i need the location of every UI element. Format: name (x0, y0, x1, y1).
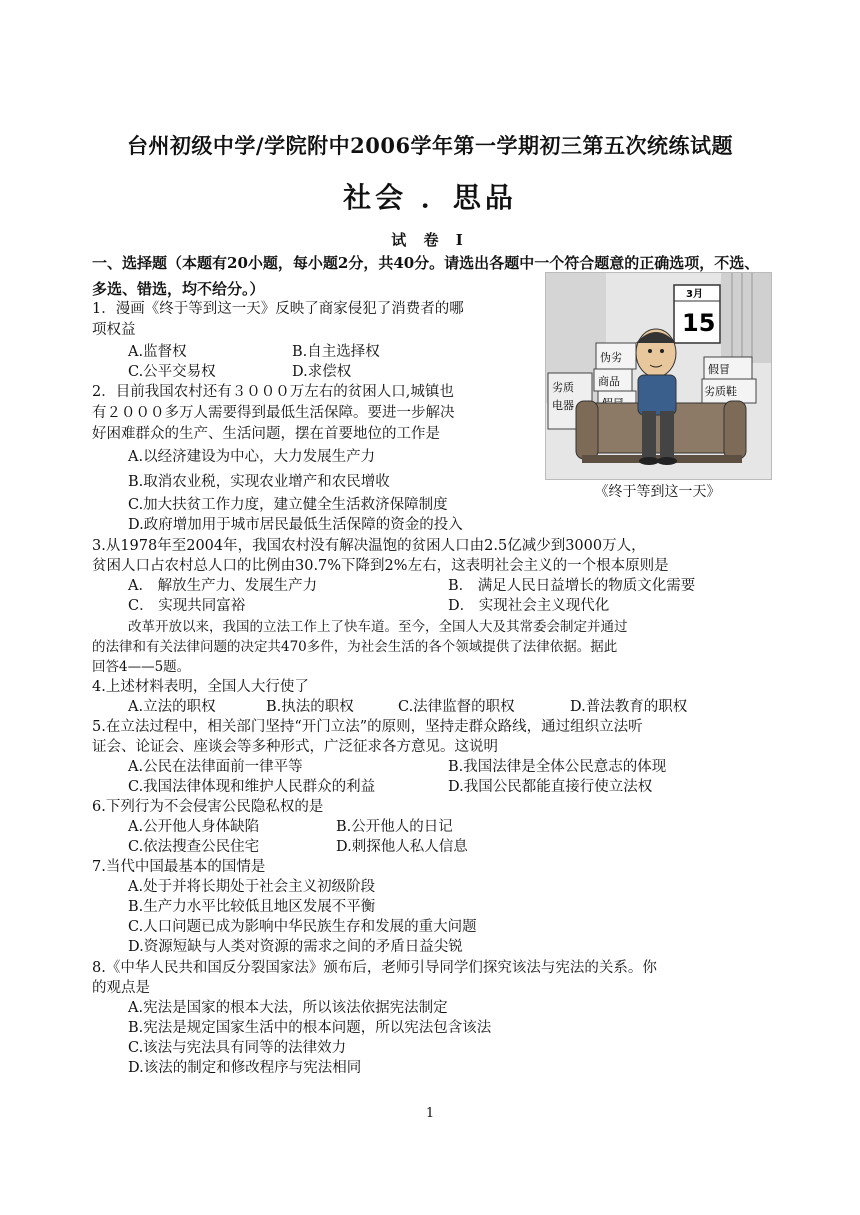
material-line3: 回答4——5题。 (92, 659, 191, 675)
section-heading: 一、选择题（本题有20小题，每小题2分，共40分。请选出各题中一个符合题意的正确选项，不选、多选、错选，均不给分。） (92, 254, 760, 298)
box-tag-1: 伪劣 (600, 351, 622, 364)
box-tag-4: 劣质 (552, 381, 574, 394)
q1-option-b: B.自主选择权 (292, 344, 380, 360)
exam-title: 台州初级中学/学院附中2006学年第一学期初三第五次统练试题 (126, 133, 734, 158)
subject-title: 社会 ．思品 (343, 181, 517, 214)
q1-stem-line1: 1．漫画《终于等到这一天》反映了商家侵犯了消费者的哪 (92, 301, 464, 317)
q7-option-a: A.处于并将长期处于社会主义初级阶段 (128, 879, 376, 895)
box-tag-6: 假冒 (708, 363, 730, 376)
q5-stem-line1: 5.在立法过程中，相关部门坚持“开门立法”的原则，坚持走群众路线，通过组织立法听 (92, 719, 643, 735)
q7-option-d: D.资源短缺与人类对资源的需求之间的矛盾日益尖锐 (128, 939, 463, 955)
q5-option-a: A.公民在法律面前一律平等 (128, 759, 303, 775)
q1-stem-line2: 项权益 (92, 322, 136, 338)
q5-option-d: D.我国公民都能直接行使立法权 (448, 779, 653, 795)
q8-option-b: B.宪法是规定国家生活中的根本问题，所以宪法包含该法 (128, 1020, 492, 1036)
q4-option-b: B.执法的职权 (266, 699, 354, 715)
q2-option-c: C.加大扶贫工作力度，建立健全生活救济保障制度 (128, 497, 448, 513)
q2-stem-line2: 有２０００多万人需要得到最低生活保障。要进一步解决 (92, 405, 455, 421)
q2-option-d: D.政府增加用于城市居民最低生活保障的资金的投入 (128, 517, 463, 533)
q4-option-a: A.立法的职权 (128, 699, 216, 715)
q1-option-a: A.监督权 (128, 344, 187, 360)
q7-stem: 7.当代中国最基本的国情是 (92, 859, 266, 875)
q4-stem: 4.上述材料表明，全国人大行使了 (92, 679, 309, 695)
q2-option-b: B.取消农业税，实现农业增产和农民增收 (128, 474, 390, 490)
q8-option-a: A.宪法是国家的根本大法，所以该法依据宪法制定 (128, 1000, 448, 1016)
q2-stem-line3: 好困难群众的生产、生活问题，摆在首要地位的工作是 (92, 426, 440, 442)
cartoon-caption: 《终于等到这一天》 (594, 484, 721, 500)
q6-option-a: A.公开他人身体缺陷 (128, 819, 260, 835)
q3-option-a: A． 解放生产力、发展生产力 (128, 578, 318, 594)
paper-label: 试 卷 Ⅰ (391, 231, 469, 249)
q8-stem-line1: 8.《中华人民共和国反分裂国家法》颁布后，老师引导同学们探究该法与宪法的关系。你 (92, 960, 657, 976)
q3-option-d: D． 实现社会主义现代化 (448, 598, 610, 614)
q1-option-c: C.公平交易权 (128, 364, 216, 380)
q2-stem-line1: 2．目前我国农村还有３０００万左右的贫困人口,城镇也 (92, 384, 454, 400)
calendar-day: 15 (682, 309, 716, 337)
q5-option-b: B.我国法律是全体公民意志的体现 (448, 759, 667, 775)
q7-option-b: B.生产力水平比较低且地区发展不平衡 (128, 899, 376, 915)
q4-option-c: C.法律监督的职权 (398, 699, 515, 715)
q5-option-c: C.我国法律体现和维护人民群众的利益 (128, 779, 376, 795)
q8-option-c: C.该法与宪法具有同等的法律效力 (128, 1040, 347, 1056)
q3-stem-line2: 贫困人口占农村总人口的比例由30.7%下降到2%左右，这表明社会主义的一个根本原则是 (92, 558, 669, 574)
q6-stem: 6.下列行为不会侵害公民隐私权的是 (92, 799, 324, 815)
material-line1: 改革开放以来，我国的立法工作上了快车道。至今，全国人大及其常委会制定并通过 (128, 619, 628, 635)
q6-option-d: D.刺探他人私人信息 (336, 839, 468, 855)
q6-option-c: C.依法搜查公民住宅 (128, 839, 260, 855)
q7-option-c: C.人口问题已成为影响中华民族生存和发展的重大问题 (128, 919, 477, 935)
cartoon-drawing (546, 273, 771, 479)
box-tag-7: 劣质鞋 (704, 385, 737, 398)
q5-stem-line2: 证会、论证会、座谈会等多种形式，广泛征求各方意见。这说明 (92, 739, 498, 755)
q8-option-d: D.该法的制定和修改程序与宪法相同 (128, 1060, 362, 1076)
q6-option-b: B.公开他人的日记 (336, 819, 453, 835)
q3-option-c: C． 实现共同富裕 (128, 598, 246, 614)
q8-stem-line2: 的观点是 (92, 980, 150, 996)
page-number: 1 (425, 1106, 435, 1121)
cartoon-illustration (545, 272, 772, 480)
box-tag-5: 电器 (552, 399, 574, 412)
material-line2: 的法律和有关法律问题的决定共470多件，为社会生活的各个领域提供了法律依据。据此 (92, 639, 618, 655)
q1-option-d: D.求偿权 (292, 364, 352, 380)
q2-option-a: A.以经济建设为中心，大力发展生产力 (128, 449, 376, 465)
q4-option-d: D.普法教育的职权 (570, 699, 688, 715)
q3-stem-line1: 3.从1978年至2004年，我国农村没有解决温饱的贫困人口由2.5亿减少到3000万人， (92, 538, 646, 554)
box-tag-2: 商品 (598, 375, 620, 388)
q3-option-b: B． 满足人民日益增长的物质文化需要 (448, 578, 696, 594)
calendar-month: 3月 (686, 289, 703, 300)
